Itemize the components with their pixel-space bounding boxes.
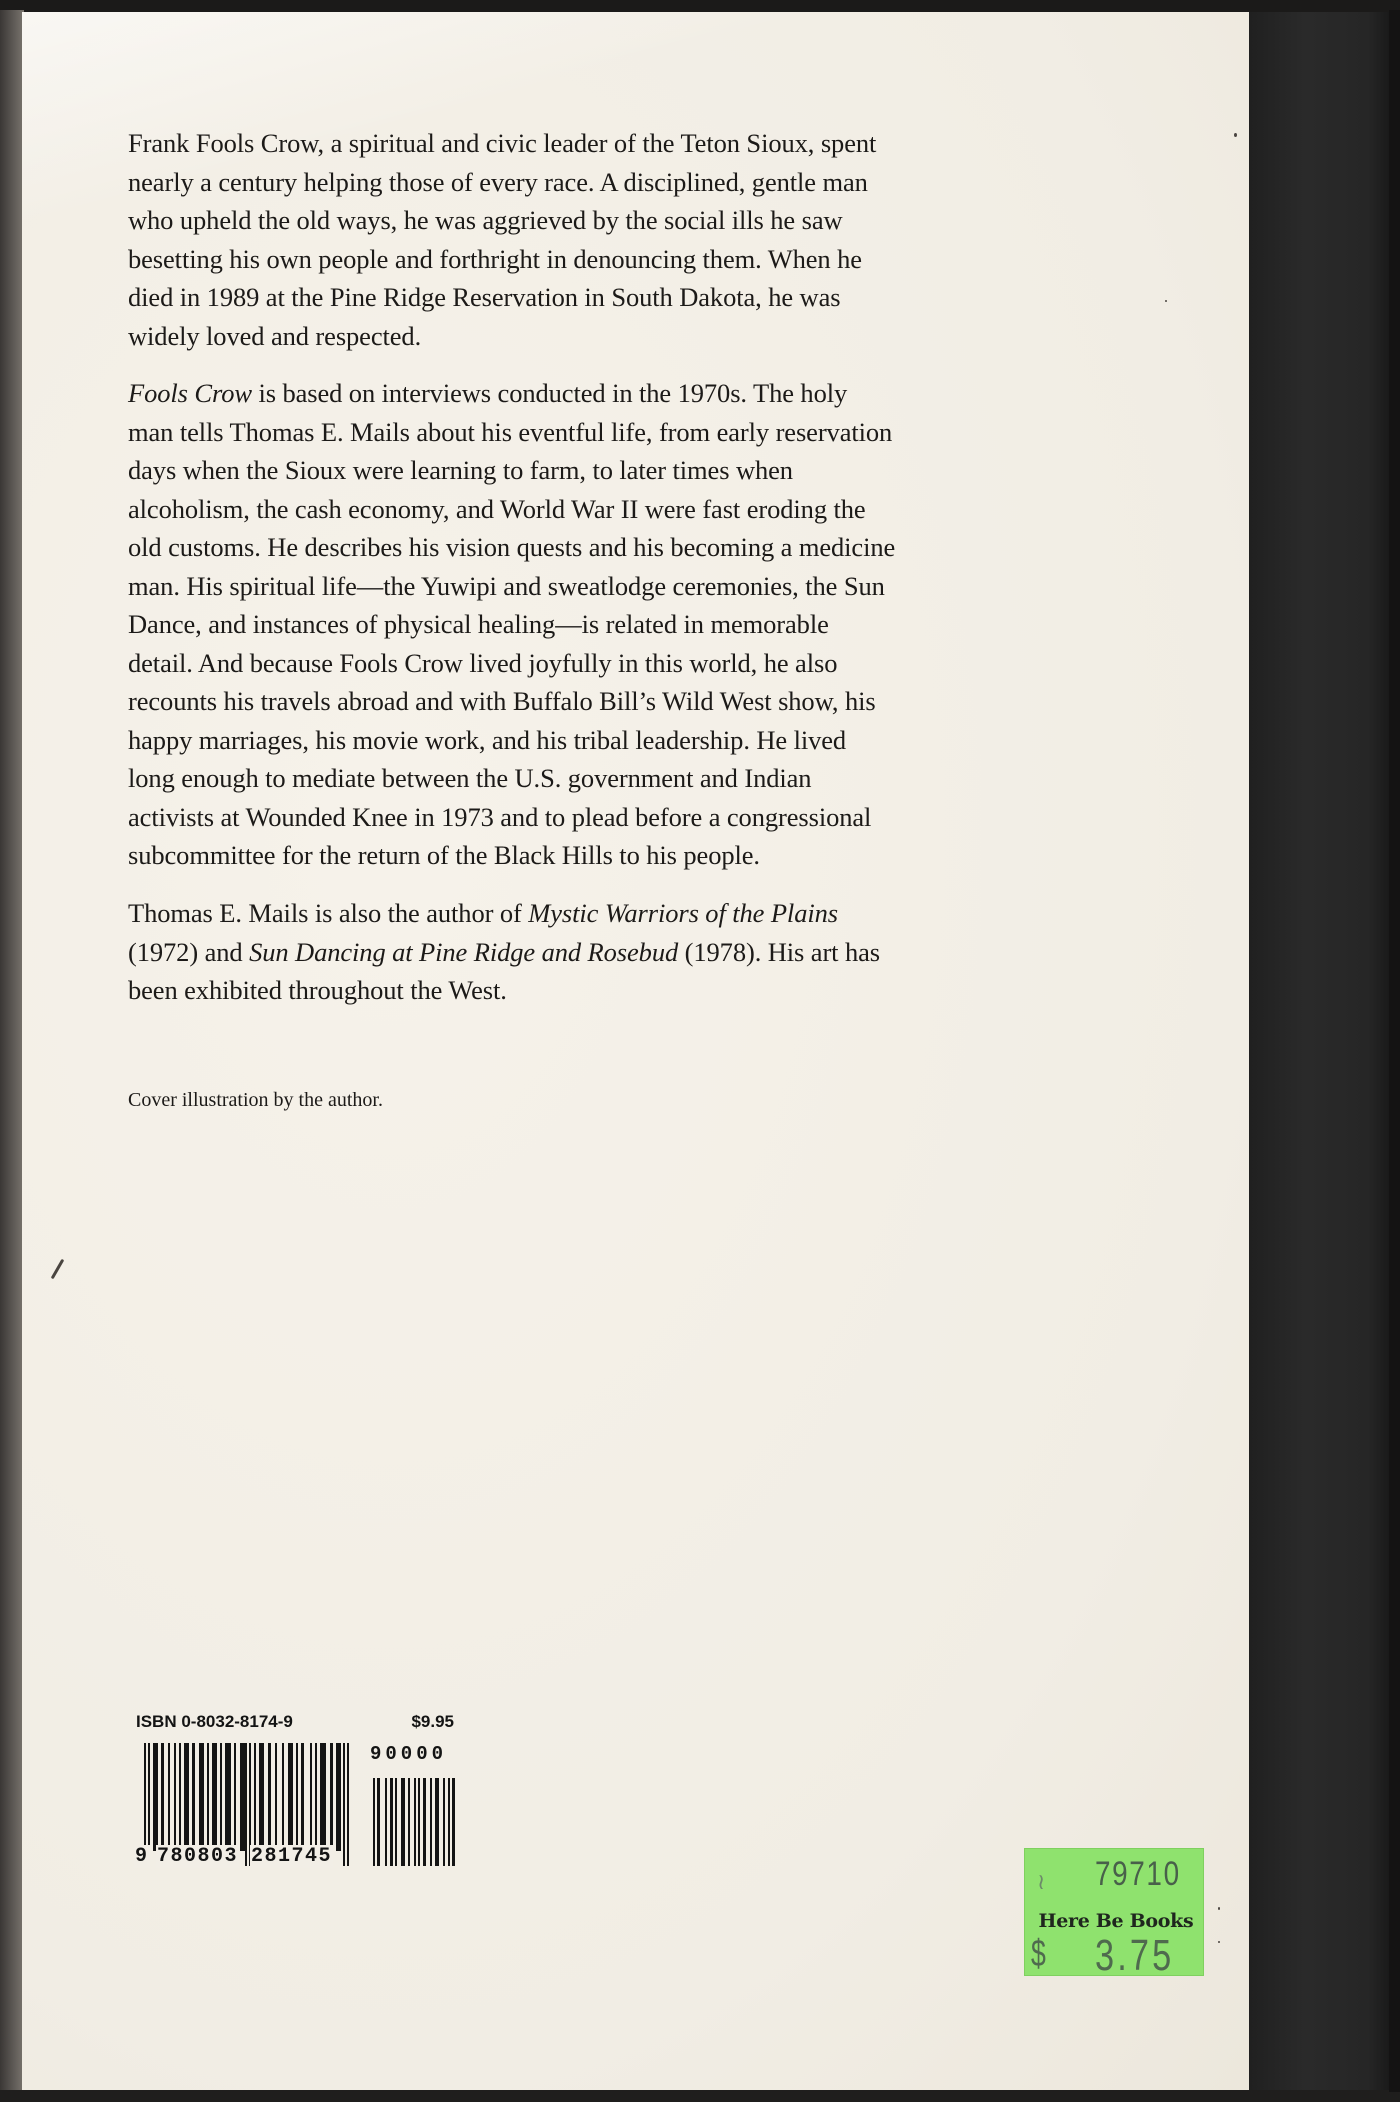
text-fragment: (1972) and — [128, 936, 250, 967]
text-line: Frank Fools Crow, a spiritual and civic leader of the Teton Sioux, spent — [128, 128, 877, 158]
spine-shadow — [1389, 10, 1400, 2092]
text-line — [128, 933, 1028, 972]
text-line: detail. And because Fools Crow lived joyfully in this world, he also — [128, 647, 838, 678]
text-line: Dance, and instances of physical healing—is related in memorable — [128, 609, 829, 639]
paper-speck — [1218, 1941, 1220, 1943]
isbn-barcode-block — [130, 1712, 460, 1872]
text-line: man tells Thomas E. Mails about his eventful life, from early reservation — [128, 416, 893, 447]
blurb-paragraph-1 — [128, 124, 1028, 355]
store-name: Here Be Books — [1038, 1910, 1194, 1932]
paper-speck — [1218, 1907, 1220, 1910]
text-line: days when the Sioux were learning to farm, to later times when — [128, 455, 793, 485]
barcode-addon-digits: 90000 — [370, 1743, 448, 1765]
text-line: nearly a century helping those of every race. A disciplined, gentle man — [128, 166, 868, 197]
text-line: widely loved and respected. — [128, 320, 422, 351]
text-line: been exhibited throughout the West. — [128, 975, 507, 1005]
text-line: happy marriages, his movie work, and his tribal leadership. He lived — [128, 724, 847, 755]
barcode-digits-left: 780803 — [157, 1845, 239, 1868]
text-fragment: (1978). His art has — [678, 936, 880, 967]
dollar-sign: $ — [1031, 1933, 1046, 1975]
text-line: besetting his own people and forthright in denouncing them. When he — [128, 243, 862, 274]
price-addon-barcode-icon — [373, 1778, 455, 1866]
text-line: recounts his travels abroad and with Buffalo Bill’s Wild West show, his — [128, 686, 876, 716]
text-fragment: is based on interviews conducted in the 1970s. The holy — [251, 378, 848, 408]
scan-bottom-border — [0, 2090, 1400, 2102]
barcode-digits-right: 281745 — [251, 1845, 333, 1868]
text-line: subcommittee for the return of the Black Hills to his people. — [128, 840, 760, 870]
scan-left-border — [0, 10, 24, 2092]
list-price: $9.95 — [411, 1712, 454, 1731]
text-line: activists at Wounded Knee in 1973 and to plead before a congressional — [128, 801, 872, 832]
scan-top-border — [0, 0, 1400, 12]
text-line: alcoholism, the cash economy, and World War II were fast eroding the — [128, 493, 866, 524]
text-line — [128, 894, 1028, 933]
book-spine — [1249, 12, 1389, 2090]
text-line: man. His spiritual life—the Yuwipi and sweatlodge ceremonies, the Sun — [128, 570, 885, 601]
sticker-price: 3.75 — [1095, 1931, 1175, 1980]
text-line: died in 1989 at the Pine Ridge Reservation in South Dakota, he was — [128, 282, 841, 312]
sticker-stock-code: 79710 — [1095, 1855, 1181, 1893]
paper-speck — [1234, 133, 1237, 137]
paper-speck — [1165, 300, 1167, 302]
text-line: long enough to mediate between the U.S. government and Indian — [128, 763, 812, 793]
barcode-digit-lead: 9 — [135, 1845, 149, 1868]
author-bio-paragraph — [128, 894, 1028, 1010]
handwritten-mark: ≀ — [1037, 1869, 1046, 1894]
book-title-italic: Mystic Warriors of the Plains — [528, 898, 838, 928]
book-title-italic: Sun Dancing at Pine Ridge and Rosebud — [249, 936, 679, 967]
text-line: who upheld the old ways, he was aggrieved by the social ills he saw — [128, 205, 843, 235]
text-line — [128, 374, 1028, 413]
text-fragment: Thomas E. Mails is also the author of — [128, 898, 529, 928]
text-line: old customs. He describes his vision quests and his becoming a medicine — [128, 532, 896, 562]
blurb-paragraph-2 — [128, 374, 1028, 875]
price-sticker — [1024, 1848, 1204, 1980]
cover-illustration-credit: Cover illustration by the author. — [128, 1089, 383, 1111]
book-title-italic: Fools Crow — [128, 378, 252, 408]
isbn-number: ISBN 0-8032-8174-9 — [136, 1712, 293, 1731]
